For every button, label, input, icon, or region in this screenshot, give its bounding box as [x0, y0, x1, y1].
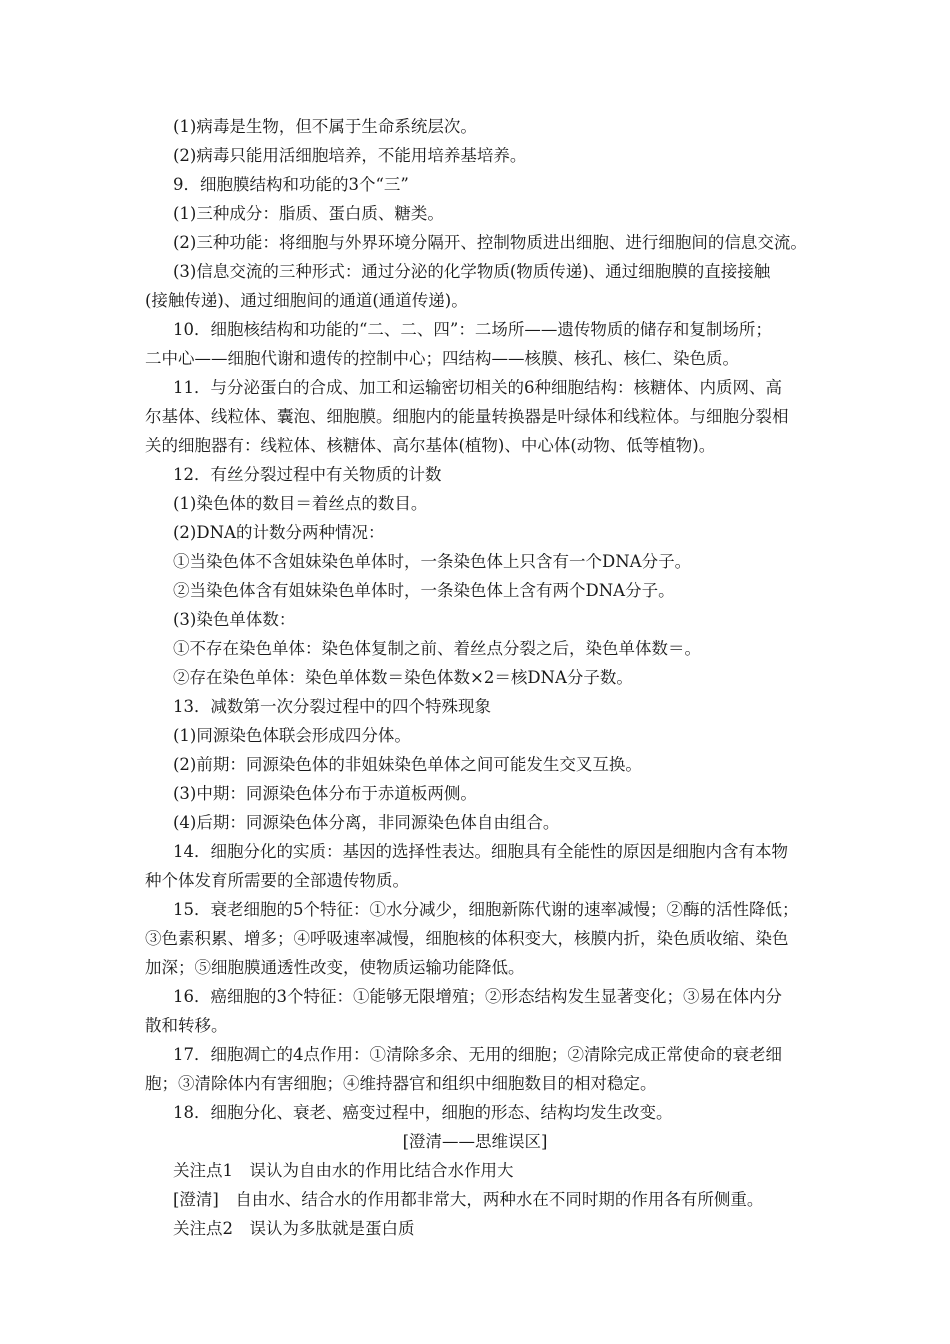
text-line: 15．衰老细胞的5个特征：①水分减少，细胞新陈代谢的速率减慢；②酶的活性降低； [173, 900, 799, 919]
text-line: (3)信息交流的三种形式：通过分泌的化学物质(物质传递)、通过细胞膜的直接接触 [173, 262, 771, 281]
text-line: (1)三种成分：脂质、蛋白质、糖类。 [173, 204, 444, 223]
text-line: ③色素积累、增多；④呼吸速率减慢，细胞核的体积变大，核膜内折，染色质收缩、染色 [145, 929, 789, 948]
text-line: 关注点1 误认为自由水的作用比结合水作用大 [173, 1161, 514, 1180]
text-line: 尔基体、线粒体、囊泡、细胞膜。细胞内的能量转换器是叶绿体和线粒体。与细胞分裂相 [145, 407, 789, 426]
text-line: 18．细胞分化、衰老、癌变过程中，细胞的形态、结构均发生改变。 [173, 1103, 673, 1122]
text-line: 12．有丝分裂过程中有关物质的计数 [173, 465, 442, 484]
text-line: (2)三种功能：将细胞与外界环境分隔开、控制物质进出细胞、进行细胞间的信息交流。 [173, 233, 807, 252]
text-line: (2)DNA的计数分两种情况： [173, 523, 385, 542]
text-line: 13．减数第一次分裂过程中的四个特殊现象 [173, 697, 491, 716]
text-line: 关注点2 误认为多肽就是蛋白质 [173, 1219, 415, 1238]
text-line: ①不存在染色单体：染色体复制之前、着丝点分裂之后，染色单体数＝。 [173, 639, 701, 658]
text-line: 二中心——细胞代谢和遗传的控制中心；四结构——核膜、核孔、核仁、染色质。 [145, 349, 739, 368]
text-line: (3)中期：同源染色体分布于赤道板两侧。 [173, 784, 477, 803]
text-line: 胞；③清除体内有害细胞；④维持器官和组织中细胞数目的相对稳定。 [145, 1074, 657, 1093]
text-line: 16．癌细胞的3个特征：①能够无限增殖；②形态结构发生显著变化；③易在体内分 [173, 987, 782, 1006]
text-line: ②存在染色单体：染色单体数＝染色体数×2＝核DNA分子数。 [173, 668, 633, 687]
text-line: 9．细胞膜结构和功能的3个“三” [173, 175, 409, 194]
text-line: [澄清] 自由水、结合水的作用都非常大，两种水在不同时期的作用各有所侧重。 [173, 1190, 764, 1209]
text-line: 散和转移。 [145, 1016, 228, 1035]
text-line: 加深；⑤细胞膜通透性改变，使物质运输功能降低。 [145, 958, 525, 977]
text-line: (4)后期：同源染色体分离，非同源染色体自由组合。 [173, 813, 560, 832]
text-line: 14．细胞分化的实质：基因的选择性表达。细胞具有全能性的原因是细胞内含有本物 [173, 842, 788, 861]
text-line: ②当染色体含有姐妹染色单体时，一条染色体上含有两个DNA分子。 [173, 581, 675, 600]
text-line: 11．与分泌蛋白的合成、加工和运输密切相关的6种细胞结构：核糖体、内质网、高 [173, 378, 782, 397]
text-line: (接触传递)、通过细胞间的通道(通道传递)。 [145, 291, 468, 310]
text-line: ①当染色体不含姐妹染色单体时，一条染色体上只含有一个DNA分子。 [173, 552, 692, 571]
text-line: (1)同源染色体联会形成四分体。 [173, 726, 411, 745]
text-line: (1)染色体的数目＝着丝点的数目。 [173, 494, 428, 513]
text-line: (1)病毒是生物，但不属于生命系统层次。 [173, 117, 477, 136]
text-line: (2)病毒只能用活细胞培养，不能用培养基培养。 [173, 146, 527, 165]
text-line: 种个体发育所需要的全部遗传物质。 [145, 871, 409, 890]
text-line: 10．细胞核结构和功能的“二、二、四”：二场所——遗传物质的储存和复制场所； [173, 320, 772, 339]
text-line: (3)染色单体数： [173, 610, 296, 629]
text-line: (2)前期：同源染色体的非姐妹染色单体之间可能发生交叉互换。 [173, 755, 642, 774]
text-line: 关的细胞器有：线粒体、核糖体、高尔基体(植物)、中心体(动物、低等植物)。 [145, 436, 716, 455]
text-line: 17．细胞凋亡的4点作用：①清除多余、无用的细胞；②清除完成正常使命的衰老细 [173, 1045, 782, 1064]
section-heading: [澄清——思维误区] [402, 1132, 548, 1151]
